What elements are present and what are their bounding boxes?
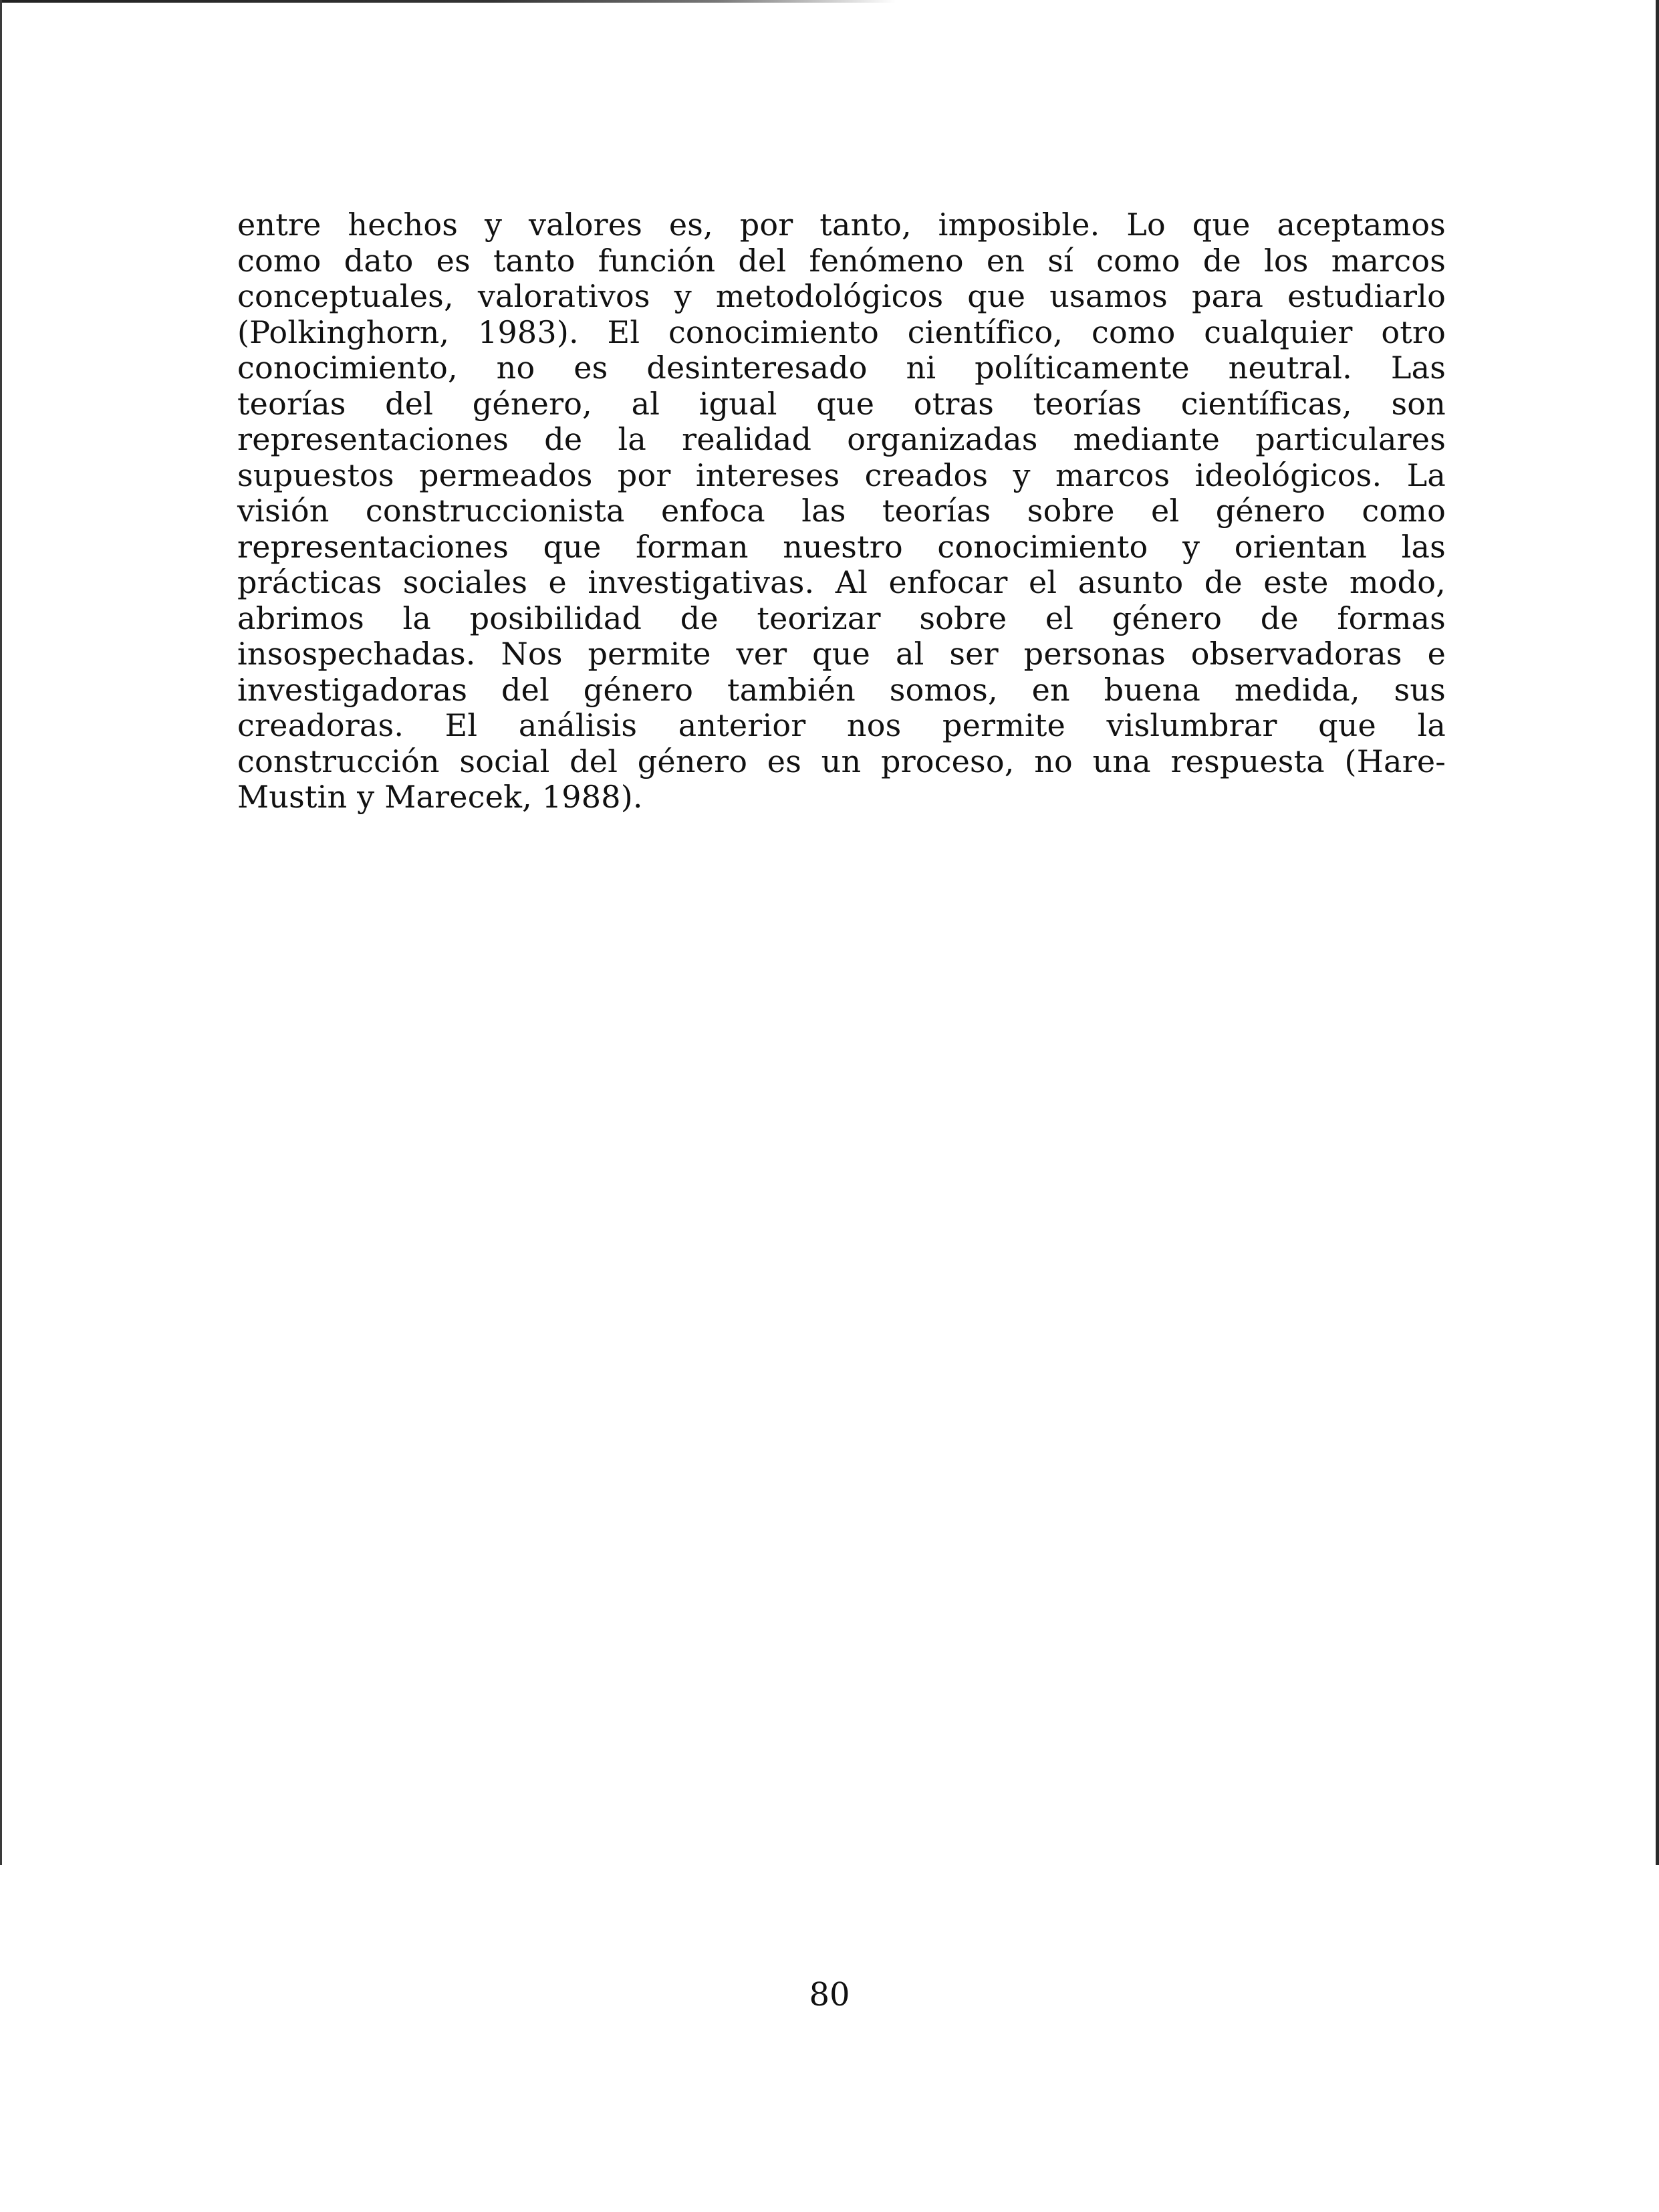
paragraph-line: teorías del género, al igual que otras teorías científicas, son [237,385,1446,422]
paragraph-line-last: Mustin y Marecek, 1988). [237,779,643,815]
paragraph-line: construcción social del género es un proceso, no una respuesta (Hare- [237,743,1446,779]
paragraph-line: prácticas sociales e investigativas. Al enfocar el asunto de este modo, [237,564,1446,600]
paragraph-line: creadoras. El análisis anterior nos permite vislumbrar que la [237,707,1446,743]
paragraph-line: insospechadas. Nos permite ver que al ser personas observadoras e [237,636,1446,672]
paragraph-line: visión construccionista enfoca las teorías sobre el género como [237,493,1446,529]
body-paragraph [237,207,1446,816]
paragraph-line: entre hechos y valores es, por tanto, imposible. Lo que aceptamos [237,207,1446,243]
paragraph-line: como dato es tanto función del fenómeno en sí como de los marcos [237,242,1446,279]
paragraph-line: representaciones que forman nuestro conocimiento y orientan las [237,528,1446,565]
scan-right-edge [1656,0,1659,1865]
paragraph-line: representaciones de la realidad organizadas mediante particulares [237,421,1446,457]
paragraph-line: conceptuales, valorativos y metodológicos que usamos para estudiarlo [237,278,1446,314]
paragraph-line: (Polkinghorn, 1983). El conocimiento científico, como cualquier otro [237,314,1446,350]
scan-top-edge [0,0,896,3]
paragraph-line: abrimos la posibilidad de teorizar sobre el género de formas [237,600,1446,636]
scan-left-edge [0,0,2,1865]
page-number: 80 [809,1976,850,2013]
paragraph-line: supuestos permeados por intereses creados y marcos ideológicos. La [237,457,1446,493]
paragraph-line: conocimiento, no es desinteresado ni políticamente neutral. Las [237,350,1446,386]
paragraph-line: investigadoras del género también somos, en buena medida, sus [237,671,1446,708]
